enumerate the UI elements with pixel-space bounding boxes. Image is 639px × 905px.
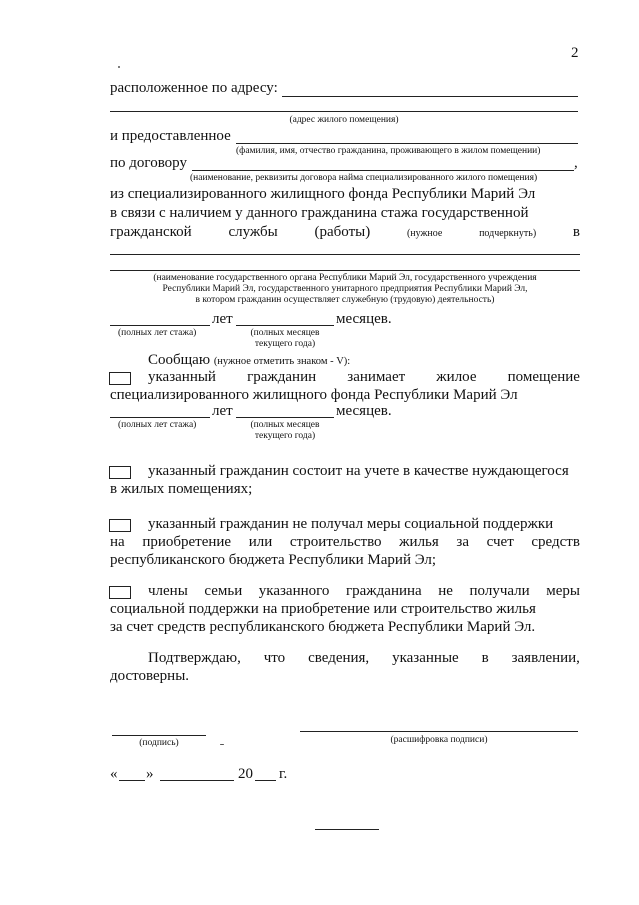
- date-open-quote: «: [110, 766, 118, 782]
- option2-checkbox[interactable]: [109, 466, 131, 479]
- years-word-1: лет: [212, 311, 233, 327]
- option1-checkbox[interactable]: [109, 372, 131, 385]
- date-month-line[interactable]: [160, 780, 234, 781]
- option2-line-2: в жилых помещениях;: [110, 481, 253, 497]
- provided-line[interactable]: [236, 143, 578, 144]
- option2-line-1: указанный гражданин состоит на учете в качестве нуждающегося: [148, 463, 569, 479]
- option4-line-1: члены семьи указанного гражданина не получали меры: [148, 583, 580, 599]
- address-caption: (адрес жилого помещения): [289, 115, 399, 125]
- contract-label: по договору: [110, 155, 187, 171]
- contract-comma: ,: [574, 155, 578, 171]
- date-day-line[interactable]: [119, 780, 145, 781]
- months-line-1[interactable]: [236, 325, 334, 326]
- fund-line-2: в связи с наличием у данного гражданина стажа государственной: [110, 205, 529, 221]
- option4-line-3: за счет средств республиканского бюджета Республики Марий Эл.: [110, 619, 536, 635]
- address-line-2[interactable]: [110, 111, 578, 112]
- option4-line-2: социальной поддержки на приобретение или строительство жилья: [110, 601, 536, 617]
- option3-line-1: указанный гражданин не получал меры социальной поддержки: [148, 516, 554, 532]
- option1-line-1: указанный гражданин занимает жилое помещение: [148, 369, 580, 385]
- address-label: расположенное по адресу:: [110, 80, 278, 96]
- option3-checkbox[interactable]: [109, 519, 131, 532]
- contract-line[interactable]: [192, 170, 574, 171]
- years-caption-1: (полных лет стажа): [118, 328, 197, 338]
- page-number: 2: [571, 45, 579, 61]
- report-label: Сообщаю (нужное отметить знаком - V):: [148, 352, 351, 368]
- months-caption-2b: текущего года): [254, 431, 316, 441]
- organization-caption-3: в котором гражданин осуществляет служебную (трудовую) деятельность): [195, 295, 495, 305]
- confirm-line-2: достоверны.: [110, 668, 190, 684]
- end-rule: [315, 829, 379, 830]
- months-word-1: месяцев.: [336, 311, 392, 327]
- option1-line-2: специализированного жилищного фонда Республики Марий Эл: [110, 387, 518, 403]
- organization-line-1[interactable]: [110, 254, 580, 255]
- confirm-line-1: Подтверждаю, что сведения, указанные в заявлении,: [148, 650, 580, 666]
- years-word-2: лет: [212, 403, 233, 419]
- years-line-2[interactable]: [110, 417, 210, 418]
- organization-line-2[interactable]: [110, 270, 580, 271]
- months-caption-1a: (полных месяцев: [250, 328, 320, 338]
- signature-line[interactable]: [112, 735, 206, 736]
- scan-speck: [118, 66, 120, 68]
- date-year-line[interactable]: [255, 780, 276, 781]
- contract-caption: (наименование, реквизиты договора найма специализированного жилого помещения): [190, 173, 538, 183]
- signature-decoding-caption: (расшифровка подписи): [390, 735, 488, 745]
- fund-line-3: гражданской службы (работы) (нужное подчеркнуть) в: [110, 224, 580, 240]
- months-line-2[interactable]: [236, 417, 334, 418]
- date-year-prefix: 20: [238, 766, 253, 782]
- option3-line-3: республиканского бюджета Республики Марий Эл;: [110, 552, 437, 568]
- option3-line-2: на приобретение или строительство жилья за счет средств: [110, 534, 580, 550]
- months-caption-1b: текущего года): [254, 339, 316, 349]
- organization-caption-1: (наименование государственного органа Республики Марий Эл, государственного учреждения: [153, 273, 537, 283]
- organization-caption-2: Республики Марий Эл, государственного унитарного предприятия Республики Марий Эл,: [162, 284, 528, 294]
- months-word-2: месяцев.: [336, 403, 392, 419]
- years-line-1[interactable]: [110, 325, 210, 326]
- months-caption-2a: (полных месяцев: [250, 420, 320, 430]
- address-line[interactable]: [282, 96, 578, 97]
- provided-caption: (фамилия, имя, отчество гражданина, проживающего в жилом помещении): [236, 146, 541, 156]
- scan-speck-2: [220, 744, 224, 745]
- date-close-quote: »: [146, 766, 154, 782]
- date-year-suffix: г.: [279, 766, 288, 782]
- fund-line-1: из специализированного жилищного фонда Республики Марий Эл: [110, 186, 536, 202]
- option4-checkbox[interactable]: [109, 586, 131, 599]
- provided-label: и предоставленное: [110, 128, 231, 144]
- years-caption-2: (полных лет стажа): [118, 420, 197, 430]
- signature-caption: (подпись): [139, 738, 179, 748]
- signature-decoding-line[interactable]: [300, 731, 578, 732]
